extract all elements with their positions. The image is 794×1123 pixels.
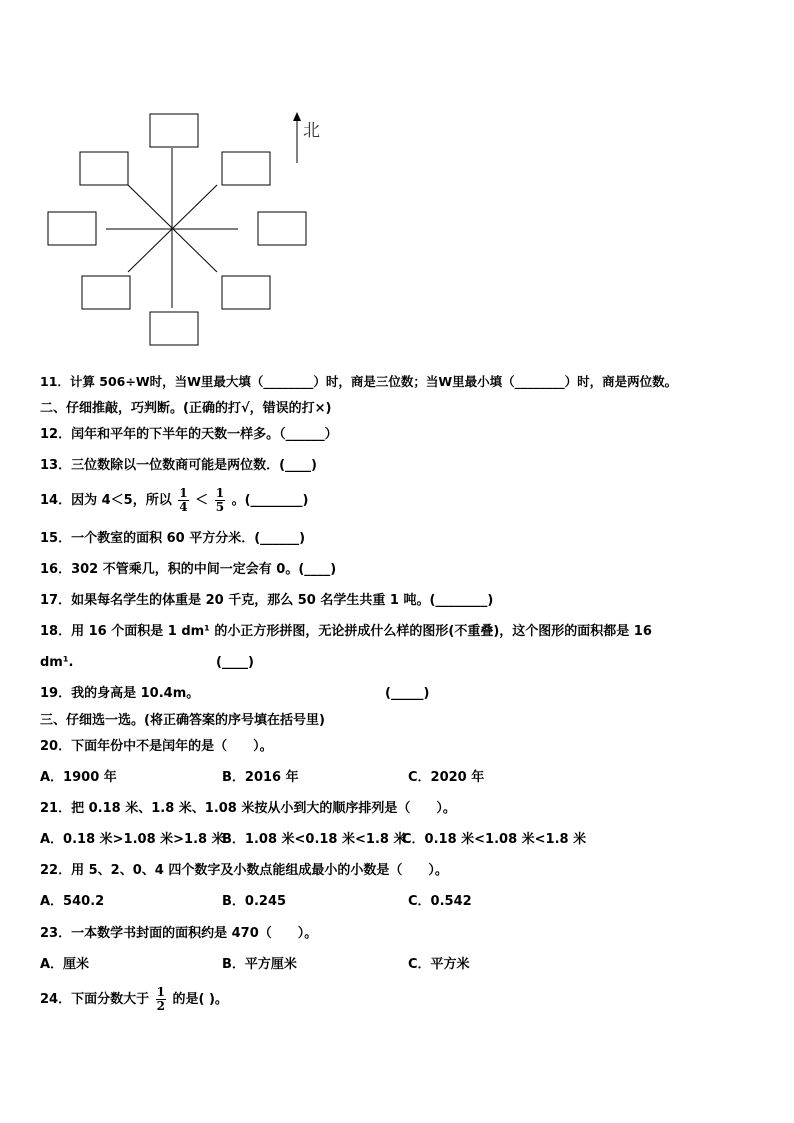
question-23-option-a: A．厘米	[40, 957, 90, 972]
question-21-option-a: A．0.18 米>1.08 米>1.8 米	[40, 832, 225, 847]
question-12: 12．闰年和平年的下半年的天数一样多。（______）	[40, 427, 338, 442]
question-14-suffix: 。(________)	[231, 493, 309, 508]
question-23-option-c: C．平方米	[408, 957, 470, 972]
box-east	[258, 212, 306, 245]
fraction-one-quarter	[178, 487, 188, 514]
question-18-line-2: dm¹.	[40, 655, 74, 670]
question-24-suffix: 的是( )。	[172, 992, 228, 1007]
question-24	[40, 984, 228, 1016]
north-arrow-head	[293, 112, 301, 121]
question-15: 15．一个教室的面积 60 平方分米．(______)	[40, 531, 306, 546]
question-22-option-b: B．0.245	[222, 894, 287, 909]
question-20-option-b: B．2016 年	[222, 770, 299, 785]
question-20-option-c: C．2020 年	[408, 770, 485, 785]
question-23: 23．一本数学书封面的面积约是 470（ ）。	[40, 926, 318, 941]
fraction-denominator: 5	[215, 500, 225, 514]
question-23-option-b: B．平方厘米	[222, 957, 297, 972]
north-label: 北	[303, 121, 320, 141]
fraction-numerator: 1	[156, 985, 165, 999]
box-south	[150, 312, 198, 345]
question-24-prefix: 24．下面分数大于	[40, 992, 150, 1007]
question-21: 21．把 0.18 米、1.8 米、1.08 米按从小到大的顺序排列是（ ）。	[40, 801, 456, 816]
question-16: 16．302 不管乘几，积的中间一定会有 0。(____)	[40, 562, 337, 577]
question-22-option-a: A．540.2	[40, 894, 105, 909]
box-southeast	[222, 276, 270, 309]
question-18-blank: (____)	[216, 655, 254, 670]
question-21-option-c: C．0.18 米<1.08 米<1.8 米	[402, 832, 587, 847]
box-northwest	[80, 152, 128, 185]
question-19: 19．我的身高是 10.4m。	[40, 686, 200, 701]
fraction-one-fifth	[215, 487, 225, 514]
box-northeast	[222, 152, 270, 185]
question-17: 17．如果每名学生的体重是 20 千克，那么 50 名学生共重 1 吨。(________)	[40, 593, 494, 608]
question-18-line-1: 18．用 16 个面积是 1 dm¹ 的小正方形拼图，无论拼成什么样的图形(不重叠)，这个图形的面积都是 16	[40, 624, 652, 639]
question-14-prefix: 14．因为 4＜5，所以	[40, 493, 172, 508]
question-13: 13．三位数除以一位数商可能是两位数．(____)	[40, 458, 317, 473]
question-22-option-c: C．0.542	[408, 894, 472, 909]
box-west	[48, 212, 96, 245]
question-20-option-a: A．1900 年	[40, 770, 117, 785]
question-11: 11．计算 506÷W时，当W里最大填（________）时，商是三位数；当W里最小填（________）时，商是两位数。	[40, 374, 678, 389]
fraction-one-half	[156, 986, 166, 1013]
question-20: 20．下面年份中不是闰年的是（ ）。	[40, 739, 273, 754]
section-2-heading: 二、仔细推敲，巧判断。(正确的打√，错误的打×)	[40, 401, 332, 416]
fraction-denominator: 4	[179, 500, 188, 514]
box-southwest	[82, 276, 130, 309]
question-14	[40, 485, 308, 517]
fraction-numerator: 1	[215, 486, 225, 500]
box-north	[150, 114, 198, 147]
question-22: 22．用 5、2、0、4 四个数字及小数点能组成最小的小数是（ ）。	[40, 863, 448, 878]
less-than-sign: ＜	[195, 493, 209, 508]
fraction-numerator: 1	[179, 486, 188, 500]
question-21-option-b: B．1.08 米<0.18 米<1.8 米	[222, 832, 407, 847]
fraction-denominator: 2	[156, 999, 165, 1013]
section-3-heading: 三、仔细选一选。(将正确答案的序号填在括号里)	[40, 713, 325, 728]
direction-diagram	[0, 0, 794, 360]
question-19-blank: (_____)	[385, 686, 430, 701]
